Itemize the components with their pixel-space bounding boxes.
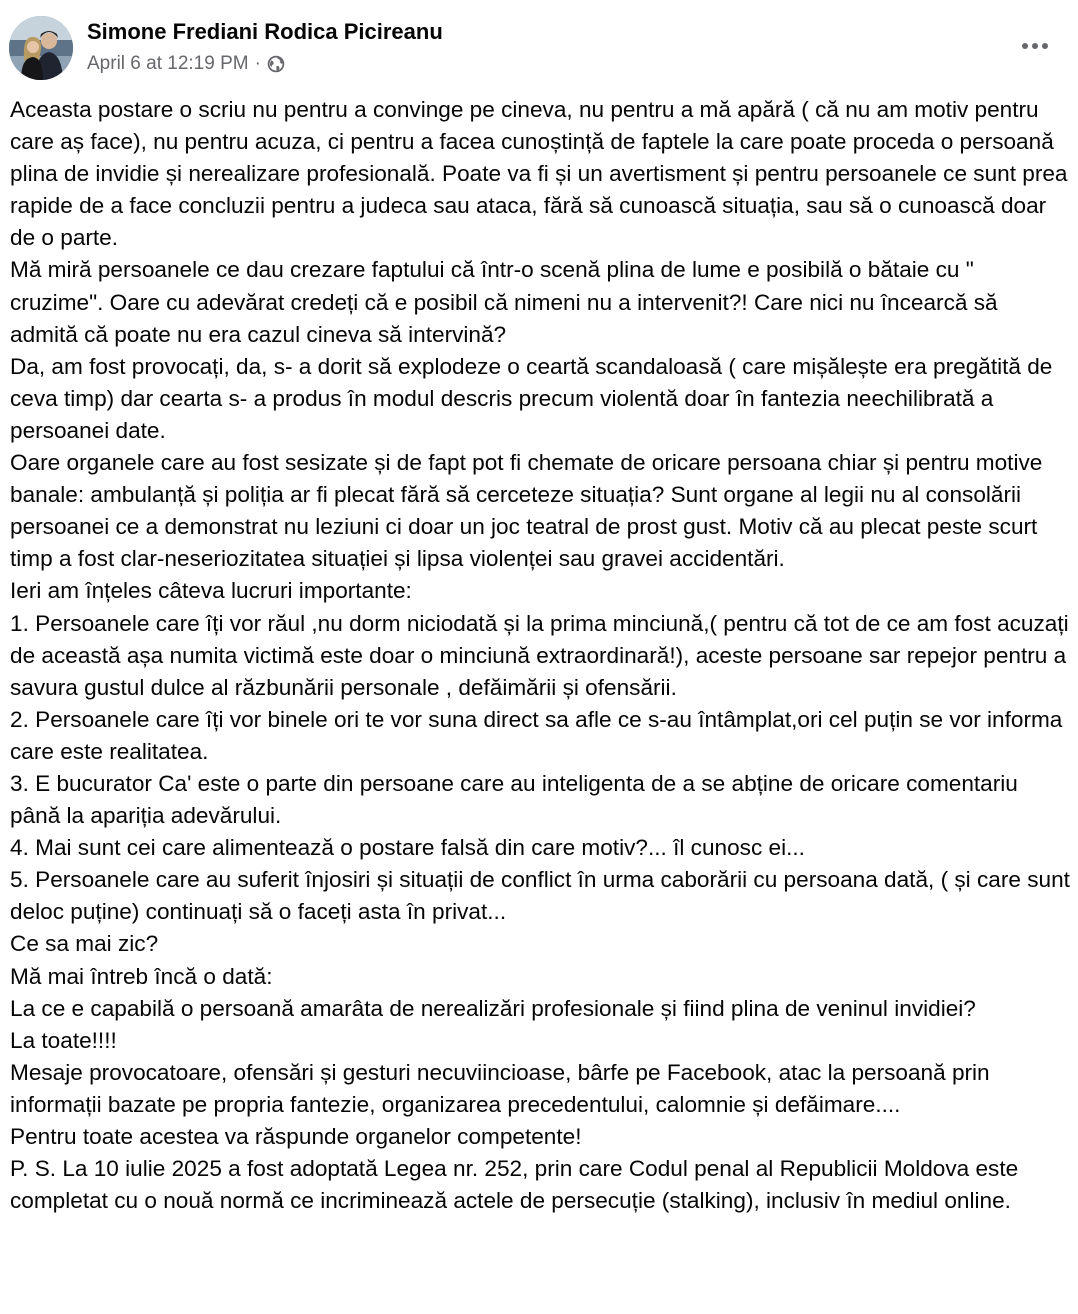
post-paragraph: Da, am fost provocați, da, s- a dorit să explodeze o ceartă scandaloasă ( care mișălește era pregătită de ceva timp) dar cearta s- a produs în modul descris precum violentă doar în fantezia neechilibrată a persoanei date. xyxy=(10,353,1053,443)
post-paragraph: La toate!!!! xyxy=(10,1027,117,1053)
post-paragraph: Ieri am înțeles câteva lucruri importante: xyxy=(10,578,412,604)
post-body xyxy=(10,94,1070,1217)
post-list-item: 5. Persoanele care au suferit înjosiri și situații de conflict în urma caborării cu persoana dată, ( și care sunt deloc puține) continuați să o faceți asta în privat... xyxy=(10,867,1070,925)
more-options-button[interactable] xyxy=(1015,32,1055,60)
post-timestamp[interactable]: April 6 at 12:19 PM xyxy=(87,53,249,74)
post-paragraph: La ce e capabilă o persoană amarâta de nerealizări profesionale și fiind plina de veninul invidiei? xyxy=(10,995,976,1021)
post-list-item: 3. E bucurator Ca' este o parte din persoane care au inteligenta de a se abține de oricare comentariu până la apariția adevărului. xyxy=(10,770,1018,829)
post-paragraph: Mă miră persoanele ce dau crezare faptului că într-o scenă plina de lume e posibilă o bătaie cu " cruzime". Oare cu adevărat credeți că e posibil că nimeni nu a intervenit?! Care nici nu încearcă să admită că poate nu era cazul cineva să intervină? xyxy=(10,257,998,347)
post-paragraph: P. S. La 10 iulie 2025 a fost adoptată Legea nr. 252, prin care Codul penal al Republicii Moldova este completat cu o nouă normă ce incriminează actele de persecuție (stalking), inclusiv în mediul online. xyxy=(10,1156,1019,1214)
post-paragraph: Oare organele care au fost sesizate și de fapt pot fi chemate de oricare persoana chiar și pentru motive banale: ambulanță și poliția ar fi plecat fără să cerceteze situația? Sunt organe al legii nu al consolării persoanei ce a demonstrat nu leziuni ci doar un joc teatral de prost gust. Motiv că au plecat peste scurt timp a fost clar-neseriozitatea situației și lipsa violenței sau gravei accidentări. xyxy=(10,450,1043,572)
post-list-item: 4. Mai sunt cei care alimentează o postare falsă din care motiv?... îl cunosc ei... xyxy=(10,835,805,861)
post-paragraph: Mă mai întreb încă o dată: xyxy=(10,963,273,989)
globe-icon[interactable] xyxy=(267,55,285,73)
author-avatar[interactable] xyxy=(9,16,73,80)
post-paragraph: Pentru toate acestea va răspunde organelor competente! xyxy=(10,1124,582,1149)
post-list-item: 2. Persoanele care îți vor binele ori te vor suna direct sa afle ce s-au întâmplat,ori cel puțin se vor informa care este realitatea. xyxy=(10,706,1063,764)
post-list-item: 1. Persoanele care îți vor răul ,nu dorm niciodată și la prima minciună,( pentru că tot de ce am fost acuzați de această așa numita victimă este doar o minciună extraordinară!), aceste persoane sar repejor pentru a savura gustul dulce al răzbunării personale , defăimării și ofensării. xyxy=(10,610,1069,700)
post-header xyxy=(9,14,1069,84)
more-options-dot xyxy=(1032,43,1038,49)
meta-separator: · xyxy=(254,53,261,74)
post-paragraph: Aceasta postare o scriu nu pentru a convinge pe cineva, nu pentru a mă apără ( că nu am motiv pentru care aș face), nu pentru acuza, ci pentru a facea cunoștință de faptele la care poate proceda o persoană plina de invidie și nerealizare profesională. Poate va fi și un avertisment și pentru persoanele ce sunt prea rapide de a face concluzii pentru a judeca sau ataca, fără să cunoască situația, sau să o cunoască doar de o parte. xyxy=(10,97,1068,251)
avatar-photo xyxy=(9,16,73,80)
post-meta xyxy=(87,52,285,76)
more-options-dot xyxy=(1042,43,1048,49)
post-paragraph: Mesaje provocatoare, ofensări și gesturi necuviincioase, bârfe pe Facebook, atac la persoană prin informații bazate pe propria fantezie, organizarea precedentului, calomnie și defăimare.... xyxy=(10,1059,990,1117)
more-options-dot xyxy=(1022,43,1028,49)
author-name[interactable]: Simone Frediani Rodica Picireanu xyxy=(87,19,443,44)
post-paragraph: Ce sa mai zic? xyxy=(10,931,159,957)
